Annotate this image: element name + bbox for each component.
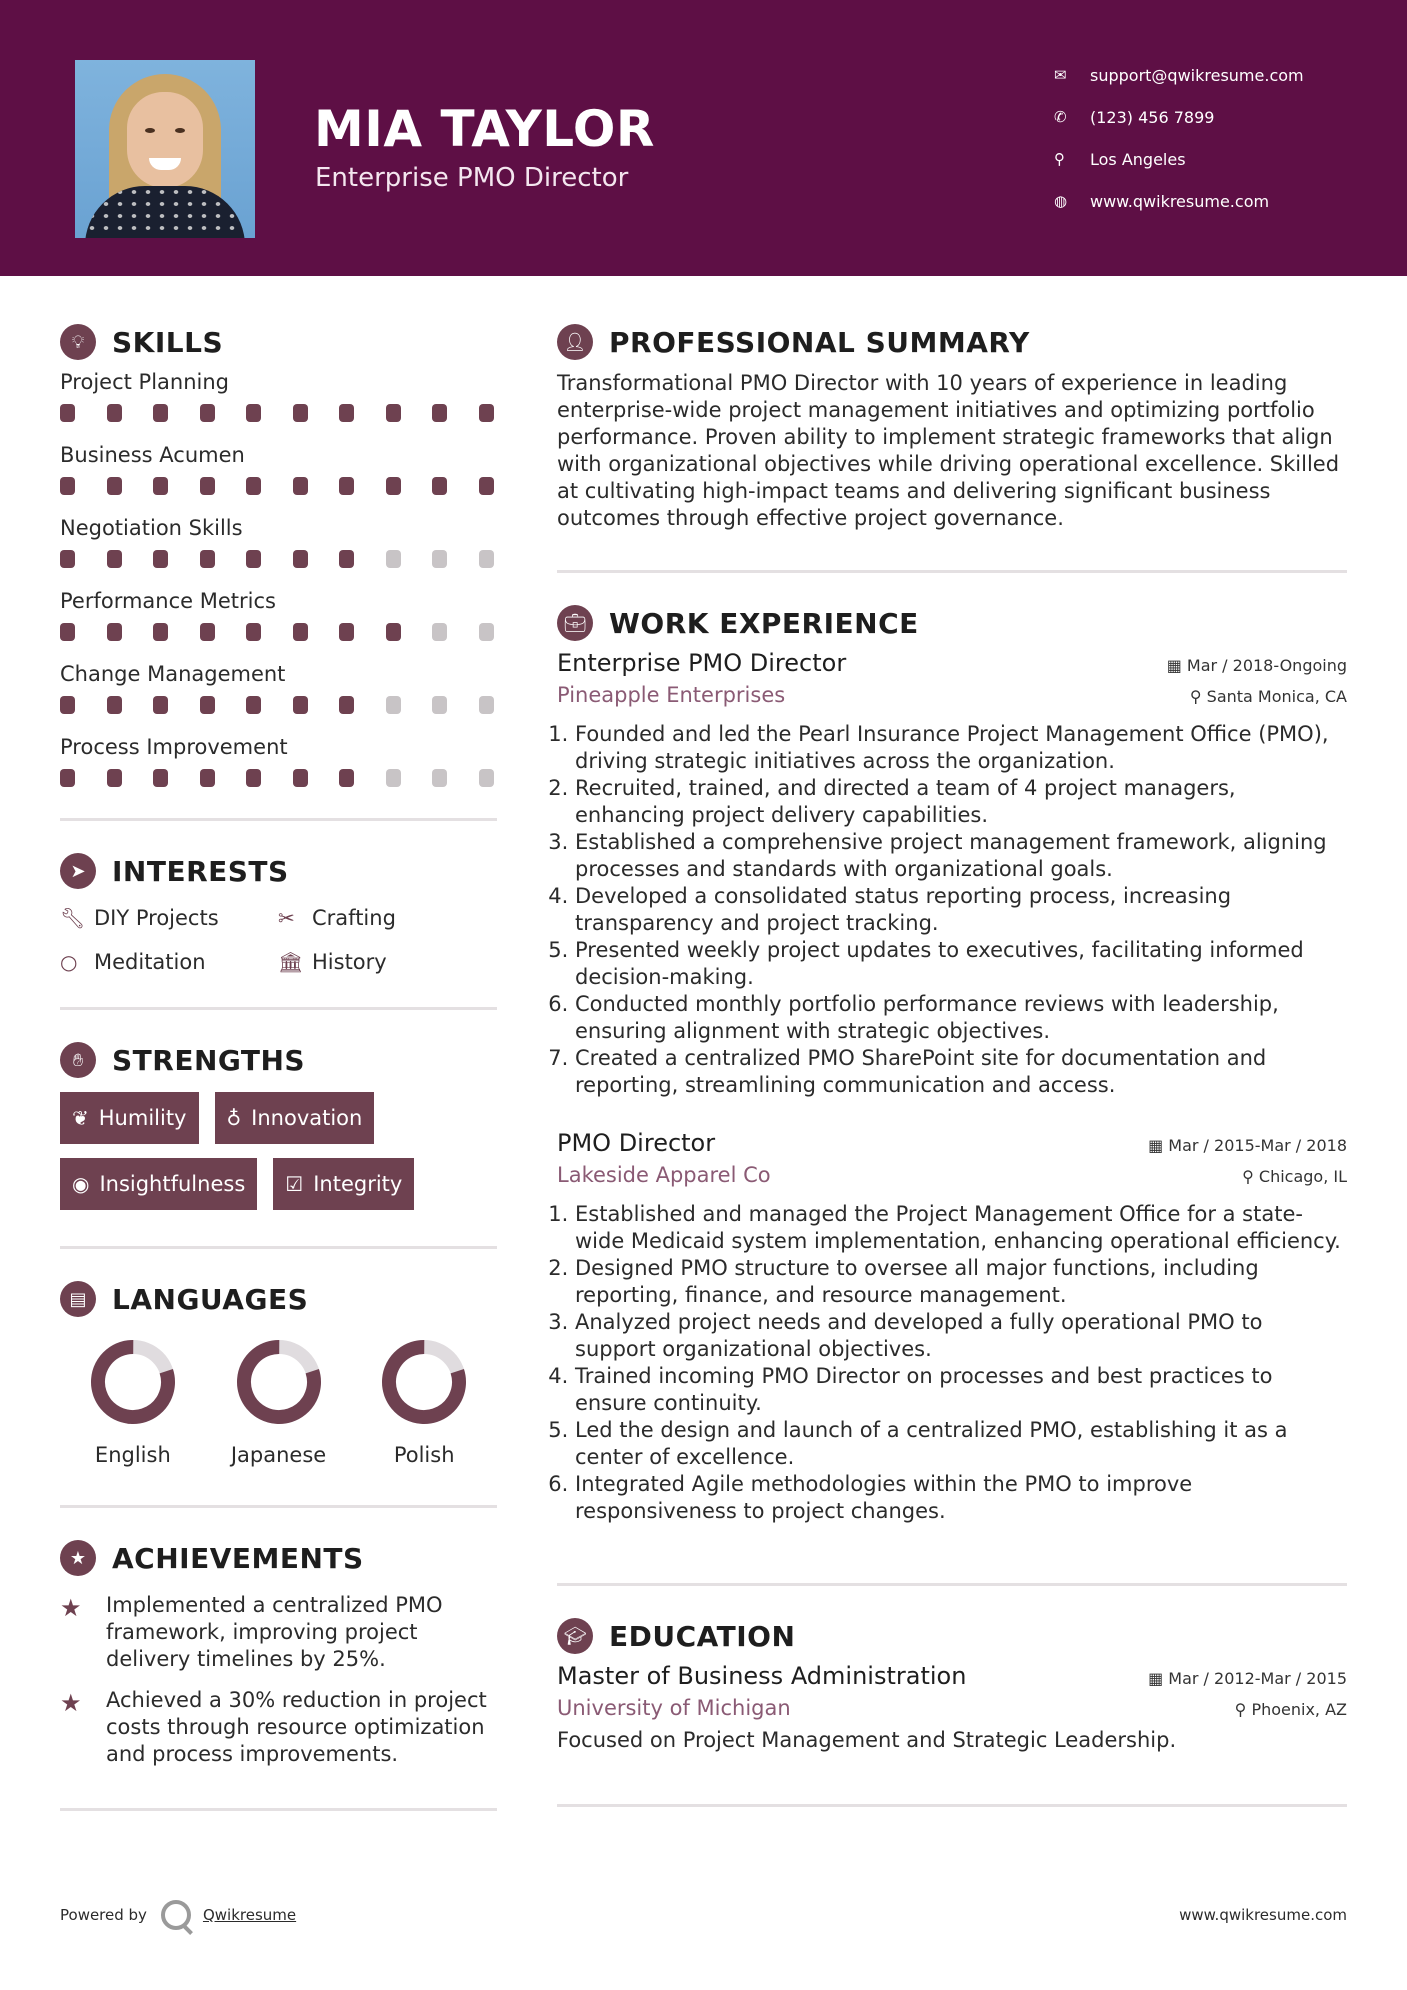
leaf-icon: ❦ [72,1106,89,1130]
footer-website-link[interactable]: www.qwikresume.com [1179,1906,1347,1924]
strength-tag [60,1092,199,1144]
job-duties [575,1201,1347,1525]
rating-dot-filled [479,477,494,495]
duty-item: 4. Trained incoming PMO Director on processes and best practices to ensure continuity. [575,1363,1347,1417]
language-item [60,1339,206,1467]
strengths-list [60,1092,497,1210]
rating-dot-filled [60,769,75,787]
interests-title: INTERESTS [112,854,289,888]
duty-item: 6. Integrated Agile methodologies within the PMO to improve responsiveness to project changes. [575,1471,1347,1525]
interest-item [60,947,278,977]
rating-dot-filled [246,623,261,641]
strength-tag [60,1158,257,1210]
rating-dot-filled [60,404,75,422]
rating-dot-empty [479,769,494,787]
strength-label: Humility [98,1106,187,1130]
rating-dot-filled [246,477,261,495]
graduation-icon: 🎓︎ [557,1618,593,1654]
experience-title: WORK EXPERIENCE [609,606,919,640]
skill-label: Performance Metrics [60,589,276,613]
rating-dot-filled [246,769,261,787]
interests-list [60,903,497,977]
skill-item [60,439,497,512]
rating-dot-empty [432,769,447,787]
skill-item [60,366,497,439]
interest-item [278,903,478,933]
rating-dot-filled [107,550,122,568]
rating-dot-filled [339,550,354,568]
pushpin-icon: ⚲ [1234,1700,1252,1719]
duty-item: 1. Founded and led the Pearl Insurance Project Management Office (PMO), driving strategic initiatives across the organization. [575,721,1347,775]
skills-heading [60,320,497,364]
divider [60,1808,497,1811]
pushpin-icon: ⚲ [1189,687,1207,706]
skill-label: Process Improvement [60,735,288,759]
job-company: Lakeside Apparel Co [557,1163,771,1187]
rating-dot-filled [432,404,447,422]
divider [60,818,497,821]
qwikresume-logo-icon [161,1900,191,1930]
strength-label: Insightfulness [99,1172,246,1196]
divider [557,1804,1347,1807]
language-label: English [94,1443,171,1467]
job-location [1190,687,1347,706]
left-column [60,320,497,1811]
rating-dot-filled [60,477,75,495]
rating-dot-filled [200,404,215,422]
footer-powered-by [60,1900,296,1930]
paper-plane-icon: ➤ [60,853,96,889]
education-date-text: Mar / 2012-Mar / 2015 [1168,1669,1347,1688]
rating-dot-filled [200,623,215,641]
briefcase-icon: 💼︎ [557,605,593,641]
skill-rating [60,404,497,422]
duty-item: 5. Presented weekly project updates to executives, facilitating informed decision-making. [575,937,1347,991]
duty-item: 3. Analyzed project needs and developed a fully operational PMO to support organizational objectives. [575,1309,1347,1363]
rating-dot-filled [293,623,308,641]
rating-dot-filled [107,623,122,641]
language-donut [381,1339,467,1425]
interest-label: Meditation [94,950,206,974]
rating-dot-empty [386,550,401,568]
rating-dot-filled [432,477,447,495]
job-title: PMO Director [557,1129,716,1157]
language-donut [236,1339,322,1425]
achievement-item [60,1592,497,1673]
summary-title: PROFESSIONAL SUMMARY [609,325,1030,359]
rating-dot-empty [386,769,401,787]
divider [557,1583,1347,1586]
rating-dot-filled [339,623,354,641]
skill-item [60,585,497,658]
rating-dot-filled [153,404,168,422]
rating-dot-filled [200,550,215,568]
star-badge-icon: ★ [60,1540,96,1576]
resume-header [0,0,1407,276]
divider [557,570,1347,573]
job-title: Enterprise PMO Director [557,649,847,677]
skill-item [60,512,497,585]
rating-dot-empty [479,623,494,641]
skill-rating [60,696,497,714]
calendar-icon: ▦ [1166,656,1187,675]
rating-dot-filled [153,696,168,714]
divider [60,1007,497,1010]
wrench-icon: 🔧︎ [60,906,86,930]
interest-label: Crafting [312,906,396,930]
contact-email[interactable] [1054,54,1384,96]
skill-label: Business Acumen [60,443,245,467]
job-location-text: Santa Monica, CA [1206,687,1347,706]
rating-dot-filled [60,623,75,641]
contact-location-text: Los Angeles [1090,149,1186,169]
duty-item: 4. Developed a consolidated status reporting process, increasing transparency and project tracking. [575,883,1347,937]
summary-text: Transformational PMO Director with 10 years of experience in leading enterprise-wide project management initiatives and optimizing portfolio performance. Proven ability to implement strategic frameworks that align with organizational objectives while driving operational excellence. Skilled at cultivating high-impact teams and delivering significant business outcomes through effective project governance. [557,371,1340,530]
job-location-text: Chicago, IL [1258,1167,1347,1186]
strengths-heading [60,1038,497,1082]
achievement-item [60,1687,497,1768]
calendar-icon: ▦ [1148,1136,1169,1155]
education-description: Focused on Project Management and Strategic Leadership. [557,1728,1177,1752]
rating-dot-filled [246,696,261,714]
phone-icon: ✆ [1054,108,1067,126]
globe-icon: ◍ [1054,192,1068,210]
rating-dot-empty [386,696,401,714]
education-degree: Master of Business Administration [557,1662,967,1690]
rating-dot-filled [60,696,75,714]
duty-item: 6. Conducted monthly portfolio performance reviews with leadership, ensuring alignment with strategic objectives. [575,991,1347,1045]
divider [60,1505,497,1508]
rating-dot-filled [293,769,308,787]
strength-tag [215,1092,375,1144]
interest-label: DIY Projects [94,906,219,930]
job-location [1242,1167,1347,1186]
languages-heading [60,1277,497,1321]
contact-email-text: support@qwikresume.com [1090,65,1304,85]
skill-label: Project Planning [60,370,229,394]
job-date-text: Mar / 2015-Mar / 2018 [1168,1136,1347,1155]
rating-dot-filled [107,696,122,714]
candidate-title: Enterprise PMO Director [315,163,629,193]
duty-item: 2. Recruited, trained, and directed a team of 4 project managers, enhancing project delivery capabilities. [575,775,1347,829]
rating-dot-filled [246,404,261,422]
donut-fill [90,1339,176,1425]
contact-website-text: www.qwikresume.com [1090,191,1270,211]
rating-dot-filled [339,477,354,495]
rating-dot-filled [293,696,308,714]
interest-item [278,947,478,977]
rating-dot-filled [479,404,494,422]
duty-item: 1. Established and managed the Project Management Office for a state-wide Medicaid system implementation, enhancing operational efficiency. [575,1201,1347,1255]
lightbulb-icon: 💡︎ [60,324,96,360]
institution-icon: 🏛︎ [278,950,304,974]
rating-dot-filled [293,477,308,495]
divider [60,1246,497,1249]
strength-label: Innovation [251,1106,363,1130]
rating-dot-filled [339,696,354,714]
job-entry [557,649,1347,1099]
map-marker-icon: ⚲ [1054,150,1065,168]
skill-rating [60,477,497,495]
rating-dot-empty [432,550,447,568]
donut-fill [381,1339,467,1425]
circle-icon: ○ [60,950,78,974]
language-item [206,1339,352,1467]
rating-dot-filled [153,623,168,641]
rating-dot-filled [246,550,261,568]
skill-rating [60,550,497,568]
rating-dot-filled [339,404,354,422]
duty-item: 5. Led the design and launch of a centralized PMO, establishing it as a center of excellence. [575,1417,1347,1471]
brand-link[interactable]: Qwikresume [202,1906,297,1924]
duty-item: 7. Created a centralized PMO SharePoint site for documentation and reporting, streamlining communication and access. [575,1045,1347,1099]
strengths-title: STRENGTHS [112,1043,306,1077]
rating-dot-filled [153,550,168,568]
contact-info [1054,54,1384,222]
job-duties [575,721,1347,1099]
strength-tag [273,1158,414,1210]
strength-label: Integrity [313,1172,403,1196]
job-entry [557,1129,1347,1525]
rating-dot-filled [107,769,122,787]
achievement-text: Implemented a centralized PMO framework, improving project delivery timelines by 25%. [106,1593,443,1671]
rating-dot-filled [60,550,75,568]
education-location-text: Phoenix, AZ [1251,1700,1347,1719]
language-item [351,1339,497,1467]
star-icon: ★ [60,1689,82,1717]
hand-icon: ✋︎ [60,1042,96,1078]
contact-phone-text: (123) 456 7899 [1090,107,1215,127]
pushpin-icon: ⚲ [1242,1167,1259,1186]
rating-dot-empty [432,696,447,714]
language-donut [90,1339,176,1425]
job-company: Pineapple Enterprises [557,683,786,707]
scissors-icon: ✂ [278,906,295,930]
user-icon: 👤︎ [557,324,593,360]
right-column [557,320,1347,1807]
contact-phone[interactable] [1054,96,1384,138]
duty-item: 2. Designed PMO structure to oversee all major functions, including reporting, finance, and resource management. [575,1255,1347,1309]
skill-label: Negotiation Skills [60,516,243,540]
education-title: EDUCATION [609,1619,796,1653]
achievements-title: ACHIEVEMENTS [112,1541,364,1575]
education-location [1235,1700,1347,1719]
education-school: University of Michigan [557,1696,791,1720]
achievement-text: Achieved a 30% reduction in project costs through resource optimization and process improvements. [106,1688,487,1766]
rating-dot-filled [153,769,168,787]
education-date [1148,1669,1347,1688]
rating-dot-filled [153,477,168,495]
achievements-heading [60,1536,497,1580]
skills-title: SKILLS [112,325,224,359]
envelope-icon: ✉ [1054,66,1067,84]
contact-location [1054,138,1384,180]
rating-dot-empty [432,623,447,641]
profile-photo [75,60,255,238]
rating-dot-filled [293,550,308,568]
duty-item: 3. Established a comprehensive project management framework, aligning processes and standards with organizational goals. [575,829,1347,883]
skills-list [60,366,497,804]
calendar-icon: ▦ [1148,1669,1169,1688]
rating-dot-filled [293,404,308,422]
skill-label: Change Management [60,662,286,686]
powered-by-text: Powered by [60,1906,147,1924]
skill-rating [60,769,497,787]
interest-label: History [312,950,387,974]
language-label: Japanese [230,1443,327,1467]
skill-item [60,731,497,804]
contact-website[interactable] [1054,180,1384,222]
donut-fill [236,1339,322,1425]
skill-item [60,658,497,731]
star-icon: ★ [60,1594,82,1622]
rating-dot-filled [107,404,122,422]
skill-rating [60,623,497,641]
rating-dot-empty [479,550,494,568]
job-date [1148,1136,1347,1155]
rating-dot-filled [339,769,354,787]
job-date [1167,656,1347,675]
interest-item [60,903,278,933]
rating-dot-empty [479,696,494,714]
rating-dot-filled [200,696,215,714]
lightbulb-icon: ♁ [226,1106,242,1130]
rating-dot-filled [200,477,215,495]
rating-dot-filled [386,477,401,495]
languages-list [60,1339,497,1467]
summary-heading [557,320,1347,364]
rating-dot-filled [107,477,122,495]
languages-title: LANGUAGES [112,1282,309,1316]
eye-icon: ◉ [72,1172,90,1196]
rating-dot-filled [386,404,401,422]
rating-dot-filled [200,769,215,787]
language-card-icon: ▤ [60,1281,96,1317]
candidate-name: MIA TAYLOR [314,100,655,158]
education-heading [557,1614,1347,1658]
language-label: Polish [393,1443,455,1467]
job-date-text: Mar / 2018-Ongoing [1186,656,1347,675]
check-square-icon: ☑ [285,1172,304,1196]
interests-heading [60,849,497,893]
rating-dot-filled [386,623,401,641]
experience-heading [557,601,1347,645]
